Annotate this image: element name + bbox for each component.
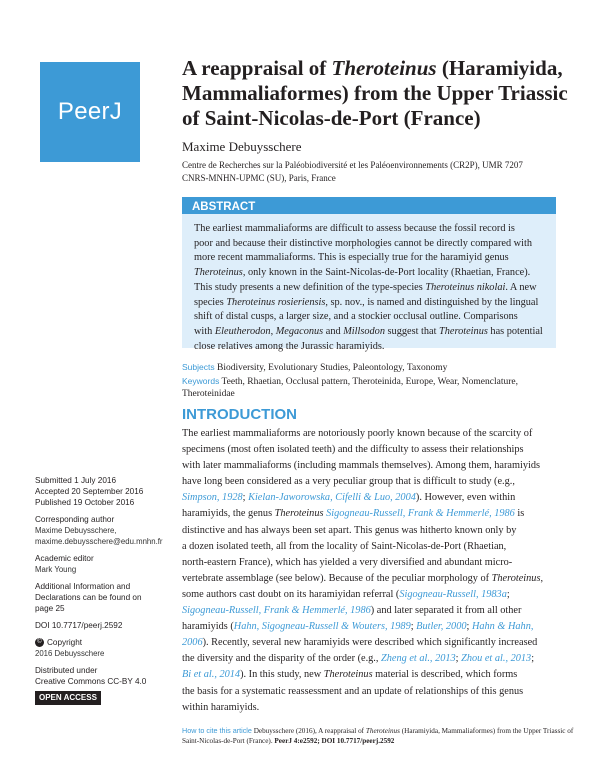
citation-link[interactable]: Zhou et al., 2013 bbox=[461, 653, 532, 665]
citation-link[interactable]: Butler, 2000 bbox=[416, 621, 467, 633]
license-label: Distributed under bbox=[35, 666, 98, 675]
copyright-holder: 2016 Debuysschere bbox=[35, 649, 105, 658]
license-link[interactable]: Creative Commons CC-BY 4.0 bbox=[35, 677, 147, 686]
citation-link[interactable]: 2006 bbox=[182, 637, 203, 649]
corresponding-author-name: Maxime Debuysschere, bbox=[35, 526, 117, 535]
open-access-badge: OPEN ACCESS bbox=[35, 691, 101, 705]
abstract-body: The earliest mammaliaforms are difficult to assess because the fossil record is poor and because their distinctive morphologies cannot be directly compared with more recent mammaliaforms. This is especially true for the haramiyid genus Theroteinus, only known in the Saint-Nicolas-de-Port locality (Rhaetian, France). This study presents a new definition of the type-species Theroteinus nikolai. A new species Theroteinus rosieriensis, sp. nov., is named and distinguished by the lingual shift of distal cusps, a larger size, and a stockier occlusal outline. Comparisons with Eleutherodon, Megaconus and Millsodon suggest that Theroteinus has potential close relatives among the Jurassic haramiyids. bbox=[182, 214, 556, 348]
abstract-heading-bar bbox=[182, 197, 556, 214]
citation-link[interactable]: Bi et al., 2014 bbox=[182, 669, 241, 681]
citation-link[interactable]: Sigogneau-Russell, 1983a bbox=[399, 588, 507, 600]
corresponding-author-email[interactable]: maxime.debuysschere@edu.mnhn.fr bbox=[35, 537, 163, 546]
citation-link[interactable]: Simpson, 1928 bbox=[182, 492, 243, 504]
copyright-icon: © bbox=[35, 638, 44, 647]
affiliation: Centre de Recherches sur la Paléobiodiversité et les Paléoenvironnements (CR2P), UMR 7207 CNRS-MNHN-UPMC (SU), Paris, France bbox=[182, 160, 523, 183]
article-sidebar: Submitted 1 July 2016 Accepted 20 September 2016 Published 19 October 2016 Corresponding author Maxime Debuysschere, maxime.debuysschere@edu.mnhn.fr Academic editor Mark Young Additional Information and Declarations can be found on page 25 DOI 10.7717/peerj.2592 © Copyright 2016 Debuysschere Distributed under Creative Commons CC-BY 4.0 OPEN ACCESS bbox=[35, 475, 175, 705]
title-line-1: A reappraisal of Theroteinus (Haramiyida, bbox=[182, 56, 563, 80]
academic-editor-label: Academic editor bbox=[35, 554, 94, 563]
citation-link[interactable]: Kielan-Jaworowska, Cifelli & Luo, 2004 bbox=[248, 492, 416, 504]
doi-link[interactable]: DOI 10.7717/peerj.2592 bbox=[35, 621, 123, 630]
subjects-keywords: Subjects Biodiversity, Evolutionary Studies, Paleontology, Taxonomy Keywords Teeth, Rhaetian, Occlusal pattern, Theroteinida, Europe, Wear, Nomenclature, Theroteinidae bbox=[182, 361, 582, 401]
abstract-heading: ABSTRACT bbox=[192, 201, 256, 213]
published-date: Published 19 October 2016 bbox=[35, 498, 135, 507]
introduction-body: The earliest mammaliaforms are notoriously poorly known because of the scarcity of specimens (most often isolated teeth) and the difficulty to assess their relationships with later mammaliaforms (including mammals themselves). Among them, haramiyids have long been considered as a very peculiar group that is difficult to study (e.g., Simpson, 1928; Kielan-Jaworowska, Cifelli & Luo, 2004). However, even within haramiyids, the genus Theroteinus Sigogneau-Russell, Frank & Hemmerlé, 1986 is distinctive and has always been set apart. This genus was hitherto known only by a dozen isolated teeth, all from the locality of Saint-Nicolas-de-Port (Rhaetian, north-eastern France), which has yielded a very diversified and abundant micro- vertebrate assemblage (see below). Because of the peculiar morphology of Theroteinus, some authors cast doubt on its haramiyidan referral (Sigogneau-Russell, 1983a; Sigogneau-Russell, Frank & Hemmerlé, 1986) and later separated it from all other haramiyids (Hahn, Sigogneau-Russell & Wouters, 1989; Butler, 2000; Hahn & Hahn, 2006). Recently, several new haramiyids were described which significantly increased the diversity and the disparity of the order (e.g., Zheng et al., 2013; Zhou et al., 2013; Bi et al., 2014). In this study, new Theroteinus material is described, which forms the basis for a systematic reassessment and an update of relationships of this genus within haramiyids. bbox=[182, 428, 544, 713]
citation-link[interactable]: Hahn & Hahn, bbox=[471, 621, 534, 633]
logo-text: PeerJ bbox=[57, 98, 123, 125]
citation-link[interactable]: Sigogneau-Russell, Frank & Hemmerlé, 1986 bbox=[326, 508, 515, 520]
title-line-3: of Saint-Nicolas-de-Port (France) bbox=[182, 106, 481, 130]
accepted-date: Accepted 20 September 2016 bbox=[35, 487, 144, 496]
introduction-heading: INTRODUCTION bbox=[182, 406, 297, 423]
subjects-line: Subjects Biodiversity, Evolutionary Studies, Paleontology, Taxonomy bbox=[182, 362, 448, 373]
submitted-date: Submitted 1 July 2016 bbox=[35, 476, 117, 485]
author-name: Maxime Debuysschere bbox=[182, 139, 302, 154]
additional-info: Additional Information and bbox=[35, 582, 131, 591]
title-line-2: Mammaliaformes) from the Upper Triassic bbox=[182, 81, 568, 105]
copyright-label: © Copyright bbox=[35, 637, 175, 648]
citation-link[interactable]: Hahn, Sigogneau-Russell & Wouters, 1989 bbox=[233, 621, 411, 633]
how-to-cite: How to cite this article Debuysschere (2016), A reappraisal of Theroteinus (Haramiyida, Mammaliaformes) from the Upper Triassic of Saint-Nicolas-de-Port (France). PeerJ 4:e2592; DOI 10.7717/peerj.2592 bbox=[182, 726, 574, 745]
academic-editor-name: Mark Young bbox=[35, 565, 77, 574]
keywords-line: Keywords Teeth, Rhaetian, Occlusal pattern, Theroteinida, Europe, Wear, Nomenclature, bbox=[182, 375, 518, 387]
citation-link[interactable]: Sigogneau-Russell, Frank & Hemmerlé, 1986 bbox=[182, 605, 371, 617]
corresponding-author-label: Corresponding author bbox=[35, 515, 115, 524]
citation-link[interactable]: Zheng et al., 2013 bbox=[381, 653, 456, 665]
article-title bbox=[182, 56, 582, 131]
peerj-logo[interactable] bbox=[40, 62, 140, 162]
